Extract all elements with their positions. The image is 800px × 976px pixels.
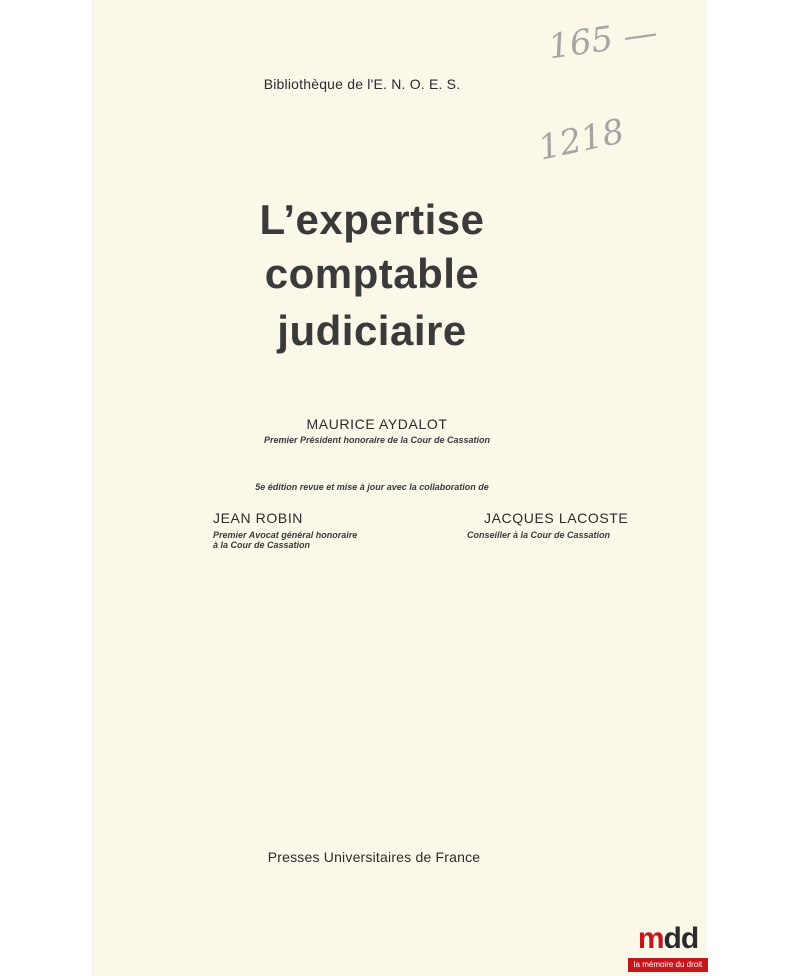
mdd-logo-letters <box>628 922 708 956</box>
logo-letter-m: m <box>637 922 664 955</box>
book-title-line-1: L’expertise <box>259 196 485 243</box>
collaborator-2-role: Conseiller à la Cour de Cassation <box>467 530 611 540</box>
logo-letters-dd: dd <box>663 922 699 955</box>
book-title-line-3: judiciaire <box>277 307 467 354</box>
book-title-line-2: comptable <box>264 250 480 297</box>
collaborator-1-role-line-2: à la Cour de Cassation <box>213 540 311 550</box>
edition-note: 5e édition revue et mise à jour avec la collaboration de <box>255 482 489 492</box>
handwritten-note-2: 1218 <box>534 111 628 169</box>
logo-tagline: la mémoire du droit <box>628 958 708 972</box>
collaborator-1-role-line-1: Premier Avocat général honoraire <box>213 530 358 540</box>
series-name: Bibliothèque de l'E. N. O. E. S. <box>263 76 461 92</box>
handwritten-note-1: 165 — <box>545 12 660 68</box>
title-page <box>93 0 705 976</box>
mdd-logo <box>628 922 708 976</box>
collaborator-1-name: JEAN ROBIN <box>213 510 304 526</box>
author-role: Premier Président honoraire de la Cour de Cassation <box>263 435 491 445</box>
collaborator-2-name: JACQUES LACOSTE <box>484 510 629 526</box>
publisher-name: Presses Universitaires de France <box>267 849 481 865</box>
author-name: MAURICE AYDALOT <box>306 416 448 432</box>
